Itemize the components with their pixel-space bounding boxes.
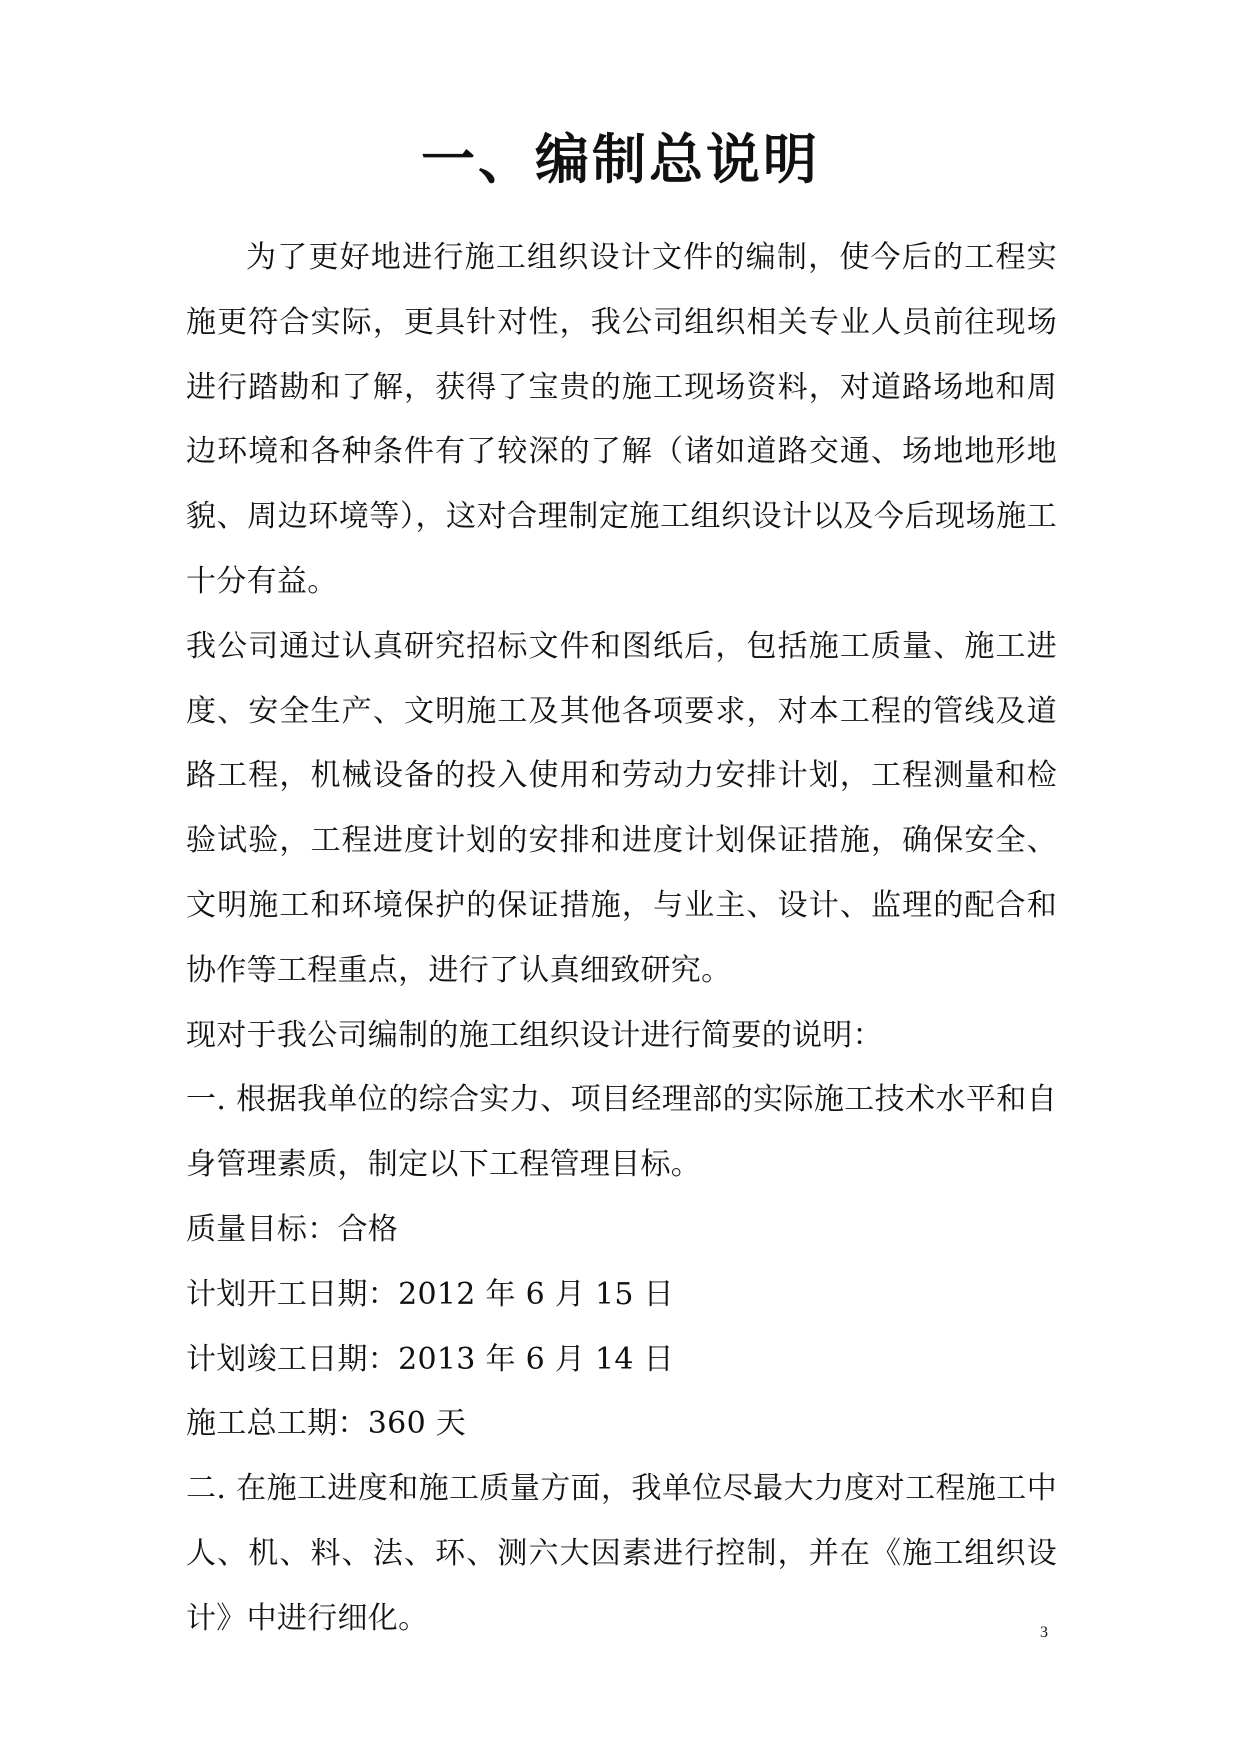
- schedule-quality-paragraph: 二. 在施工进度和施工质量方面，我单位尽最大力度对工程施工中人、机、料、法、环、测六大因素进行控制，并在《施工组织设计》中进行细化。: [186, 1471, 1057, 1636]
- management-goals-paragraph: 一. 根据我单位的综合实力、项目经理部的实际施工技术水平和自身管理素质，制定以下工程管理目标。: [186, 1082, 1057, 1183]
- page-title: 一、编制总说明: [421, 128, 820, 191]
- total-duration: 施工总工期：360 天: [186, 1406, 467, 1442]
- document-body: [186, 226, 1057, 1652]
- explanation-lead: 现对于我公司编制的施工组织设计进行简要的说明：: [186, 1017, 883, 1053]
- planned-start-date: 计划开工日期：2012 年 6 月 15 日: [186, 1276, 674, 1312]
- research-paragraph: 我公司通过认真研究招标文件和图纸后，包括施工质量、施工进度、安全生产、文明施工及其他各项要求，对本工程的管线及道路工程，机械设备的投入使用和劳动力安排计划，工程测量和检验试验，工程进度计划的安排和进度计划保证措施，确保安全、文明施工和环境保护的保证措施，与业主、设计、监理的配合和协作等工程重点，进行了认真细致研究。: [186, 628, 1057, 988]
- planned-completion-date: 计划竣工日期：2013 年 6 月 14 日: [186, 1341, 674, 1377]
- intro-paragraph: 为了更好地进行施工组织设计文件的编制，使今后的工程实施更符合实际，更具针对性，我公司组织相关专业人员前往现场进行踏勘和了解，获得了宝贵的施工现场资料，对道路场地和周边环境和各种条件有了较深的了解（诸如道路交通、场地地形地貌、周边环境等），这对合理制定施工组织设计以及今后现场施工十分有益。: [186, 240, 1057, 599]
- page-number: 3: [1040, 1624, 1048, 1641]
- quality-target: 质量目标：合格: [186, 1211, 399, 1247]
